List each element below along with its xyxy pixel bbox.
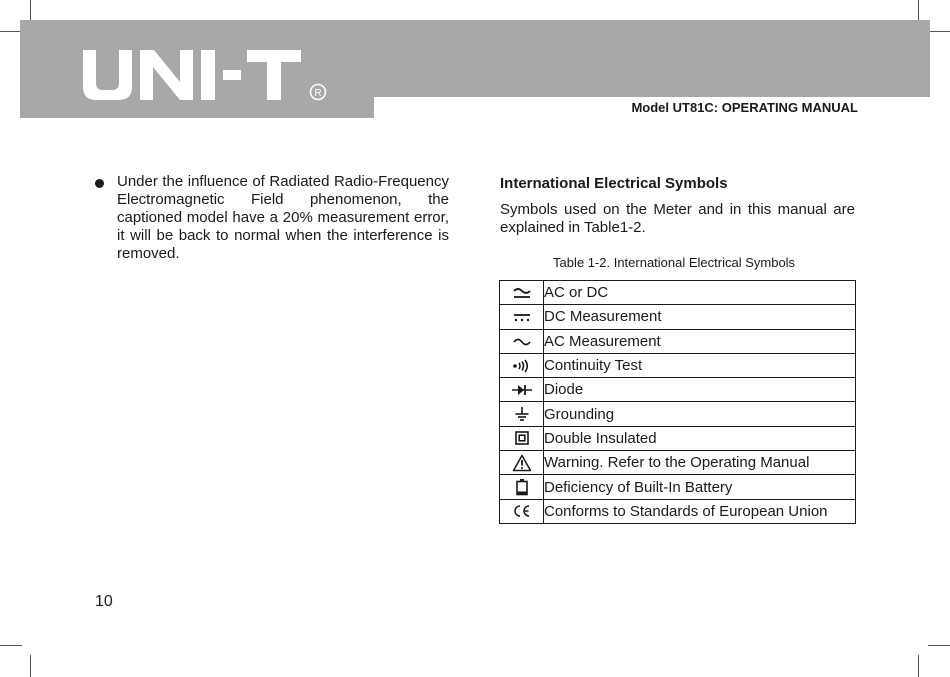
table-caption: Table 1-2. International Electrical Symbols bbox=[553, 255, 796, 270]
warning-icon bbox=[512, 454, 532, 472]
symbol-label: Diode bbox=[544, 378, 856, 402]
crop-mark bbox=[928, 645, 950, 646]
symbol-cell bbox=[500, 305, 544, 329]
symbol-cell bbox=[500, 451, 544, 475]
table-row bbox=[500, 378, 856, 402]
symbol-label: DC Measurement bbox=[544, 305, 856, 329]
symbol-label: Grounding bbox=[544, 402, 856, 426]
bullet-item bbox=[95, 173, 449, 263]
section-title: International Electrical Symbols bbox=[500, 175, 728, 192]
table-row bbox=[500, 329, 856, 353]
table-row bbox=[500, 475, 856, 499]
battery-icon bbox=[515, 478, 529, 496]
crop-mark bbox=[0, 645, 22, 646]
crop-mark bbox=[918, 655, 919, 677]
symbol-cell bbox=[500, 499, 544, 523]
bullet-text: Under the influence of Radiated Radio-Frequency Electromagnetic Field phenomenon, the captioned model have a 20% measurement error, it will be back to normal when the interference is removed. bbox=[117, 173, 449, 262]
symbol-label: AC or DC bbox=[544, 281, 856, 305]
continuity-icon bbox=[512, 359, 532, 373]
symbol-label: AC Measurement bbox=[544, 329, 856, 353]
symbol-cell bbox=[500, 475, 544, 499]
page-number: 10 bbox=[95, 593, 113, 610]
symbol-cell bbox=[500, 329, 544, 353]
table-row bbox=[500, 305, 856, 329]
left-column bbox=[95, 173, 449, 263]
table-row bbox=[500, 281, 856, 305]
symbol-cell bbox=[500, 353, 544, 377]
bullet-dot bbox=[95, 179, 104, 188]
symbol-cell bbox=[500, 402, 544, 426]
ac-icon bbox=[512, 335, 532, 347]
table-row bbox=[500, 499, 856, 523]
ground-icon bbox=[514, 406, 530, 422]
ce-mark-icon bbox=[512, 504, 532, 518]
symbol-label: Deficiency of Built-In Battery bbox=[544, 475, 856, 499]
table-row bbox=[500, 353, 856, 377]
symbols-table bbox=[499, 280, 856, 524]
crop-mark bbox=[0, 31, 22, 32]
double-insulated-icon bbox=[515, 431, 529, 445]
symbol-label: Warning. Refer to the Operating Manual bbox=[544, 451, 856, 475]
table-row bbox=[500, 402, 856, 426]
diode-icon bbox=[511, 384, 533, 396]
symbol-cell bbox=[500, 426, 544, 450]
crop-mark bbox=[928, 31, 950, 32]
dc-icon bbox=[512, 311, 532, 323]
intro-paragraph: Symbols used on the Meter and in this manual are explained in Table1-2. bbox=[500, 201, 855, 236]
symbol-cell bbox=[500, 281, 544, 305]
crop-mark bbox=[30, 0, 31, 22]
ac-dc-icon bbox=[512, 286, 532, 300]
symbol-label: Conforms to Standards of European Union bbox=[544, 499, 856, 523]
table-row bbox=[500, 426, 856, 450]
symbol-label: Continuity Test bbox=[544, 353, 856, 377]
registered-mark: R bbox=[314, 88, 322, 99]
symbol-label: Double Insulated bbox=[544, 426, 856, 450]
crop-mark bbox=[918, 0, 919, 22]
symbol-cell bbox=[500, 378, 544, 402]
crop-mark bbox=[30, 655, 31, 677]
manual-title: Model UT81C: OPERATING MANUAL bbox=[631, 100, 858, 115]
table-row bbox=[500, 451, 856, 475]
uni-t-logo bbox=[80, 47, 330, 103]
